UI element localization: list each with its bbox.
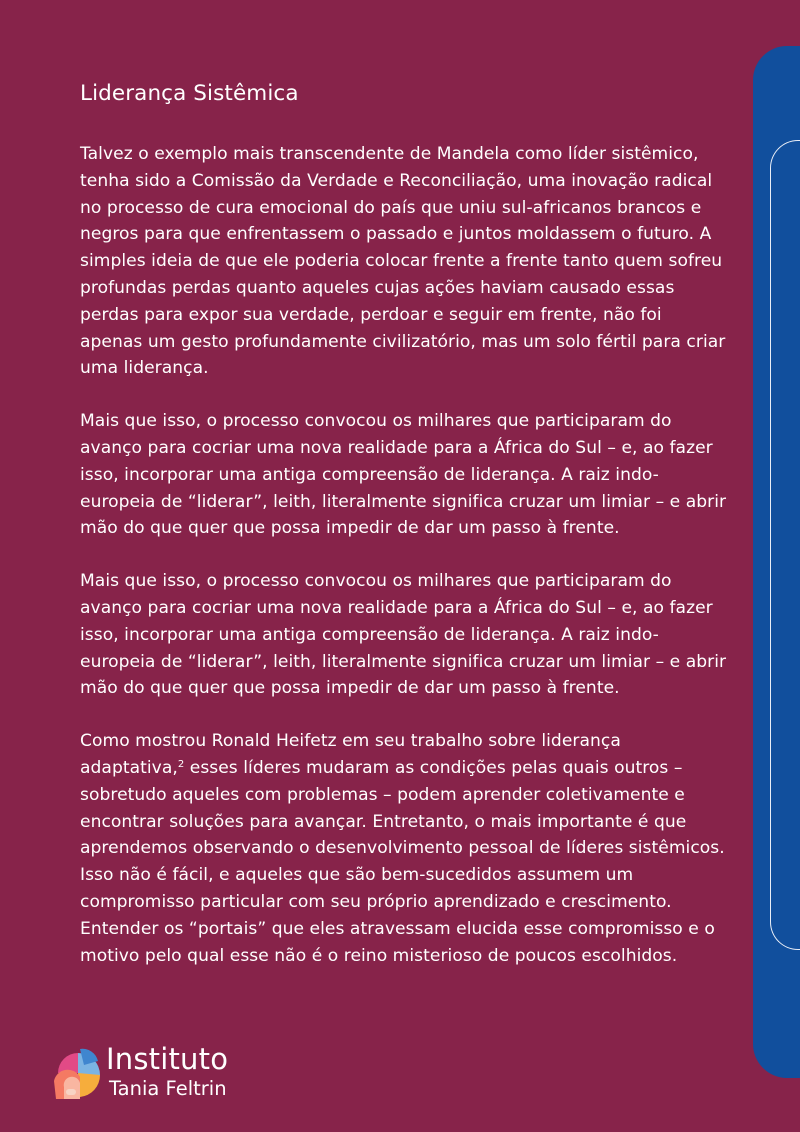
side-tab-outline: [770, 140, 800, 950]
footnote-marker: 2: [177, 758, 185, 770]
paragraph-4-text-before: Como mostrou Ronald Heifetz em seu trabalho sobre liderança adaptativa,: [80, 731, 621, 778]
logo-mark-icon: [50, 1047, 104, 1103]
paragraph-1: Talvez o exemplo mais transcendente de Mandela como líder sistêmico, tenha sido a Comissão da Verdade e Reconciliação, uma inovação radical no processo de cura emocional do país que uniu sul-africanos brancos e negros para que enfrentassem o passado e juntos moldassem o futuro. A simples ideia de que ele poderia colocar frente a frente tanto quem sofreu profundas perdas quanto aqueles cujas ações haviam causado essas perdas para expor sua verdade, perdoar e seguir em frente, não foi apenas um gesto profundamente civilizatório, mas um solo fértil para criar uma liderança.: [80, 144, 726, 379]
page-content: [80, 78, 728, 995]
paragraph-2: Mais que isso, o processo convocou os milhares que participaram do avanço para cocriar uma nova realidade para a África do Sul – e, ao fazer isso, incorporar uma antiga compreensão de liderança. A raiz indo-europeia de “liderar”, leith, literalmente significa cruzar um limiar – e abrir mão do que quer que possa impedir de dar um passo à frente.: [80, 411, 727, 539]
paragraph-4: [80, 728, 728, 969]
paragraph-3: Mais que isso, o processo convocou os milhares que participaram do avanço para cocriar uma nova realidade para a África do Sul – e, ao fazer isso, incorporar uma antiga compreensão de liderança. A raiz indo-europeia de “liderar”, leith, literalmente significa cruzar um limiar – e abrir mão do que quer que possa impedir de dar um passo à frente.: [80, 571, 727, 699]
paragraph-4-text-after: esses líderes mudaram as condições pelas quais outros – sobretudo aqueles com problemas – podem aprender coletivamente e encontrar soluções para avançar. Entretanto, o mais importante é que aprendemos observando o desenvolvimento pessoal de líderes sistêmicos. Isso não é fácil, e aqueles que são bem-sucedidos assumem um compromisso particular com seu próprio aprendizado e crescimento. Entender os “portais” que eles atravessam elucida esse compromisso e o motivo pelo qual esse não é o reino misterioso de poucos escolhidos.: [80, 757, 725, 966]
logo-text-instituto: Instituto: [106, 1042, 229, 1076]
page-title: Liderança Sistêmica: [80, 81, 299, 106]
institute-logo: [50, 1042, 250, 1106]
logo-text-name: Tania Feltrin: [109, 1077, 227, 1100]
